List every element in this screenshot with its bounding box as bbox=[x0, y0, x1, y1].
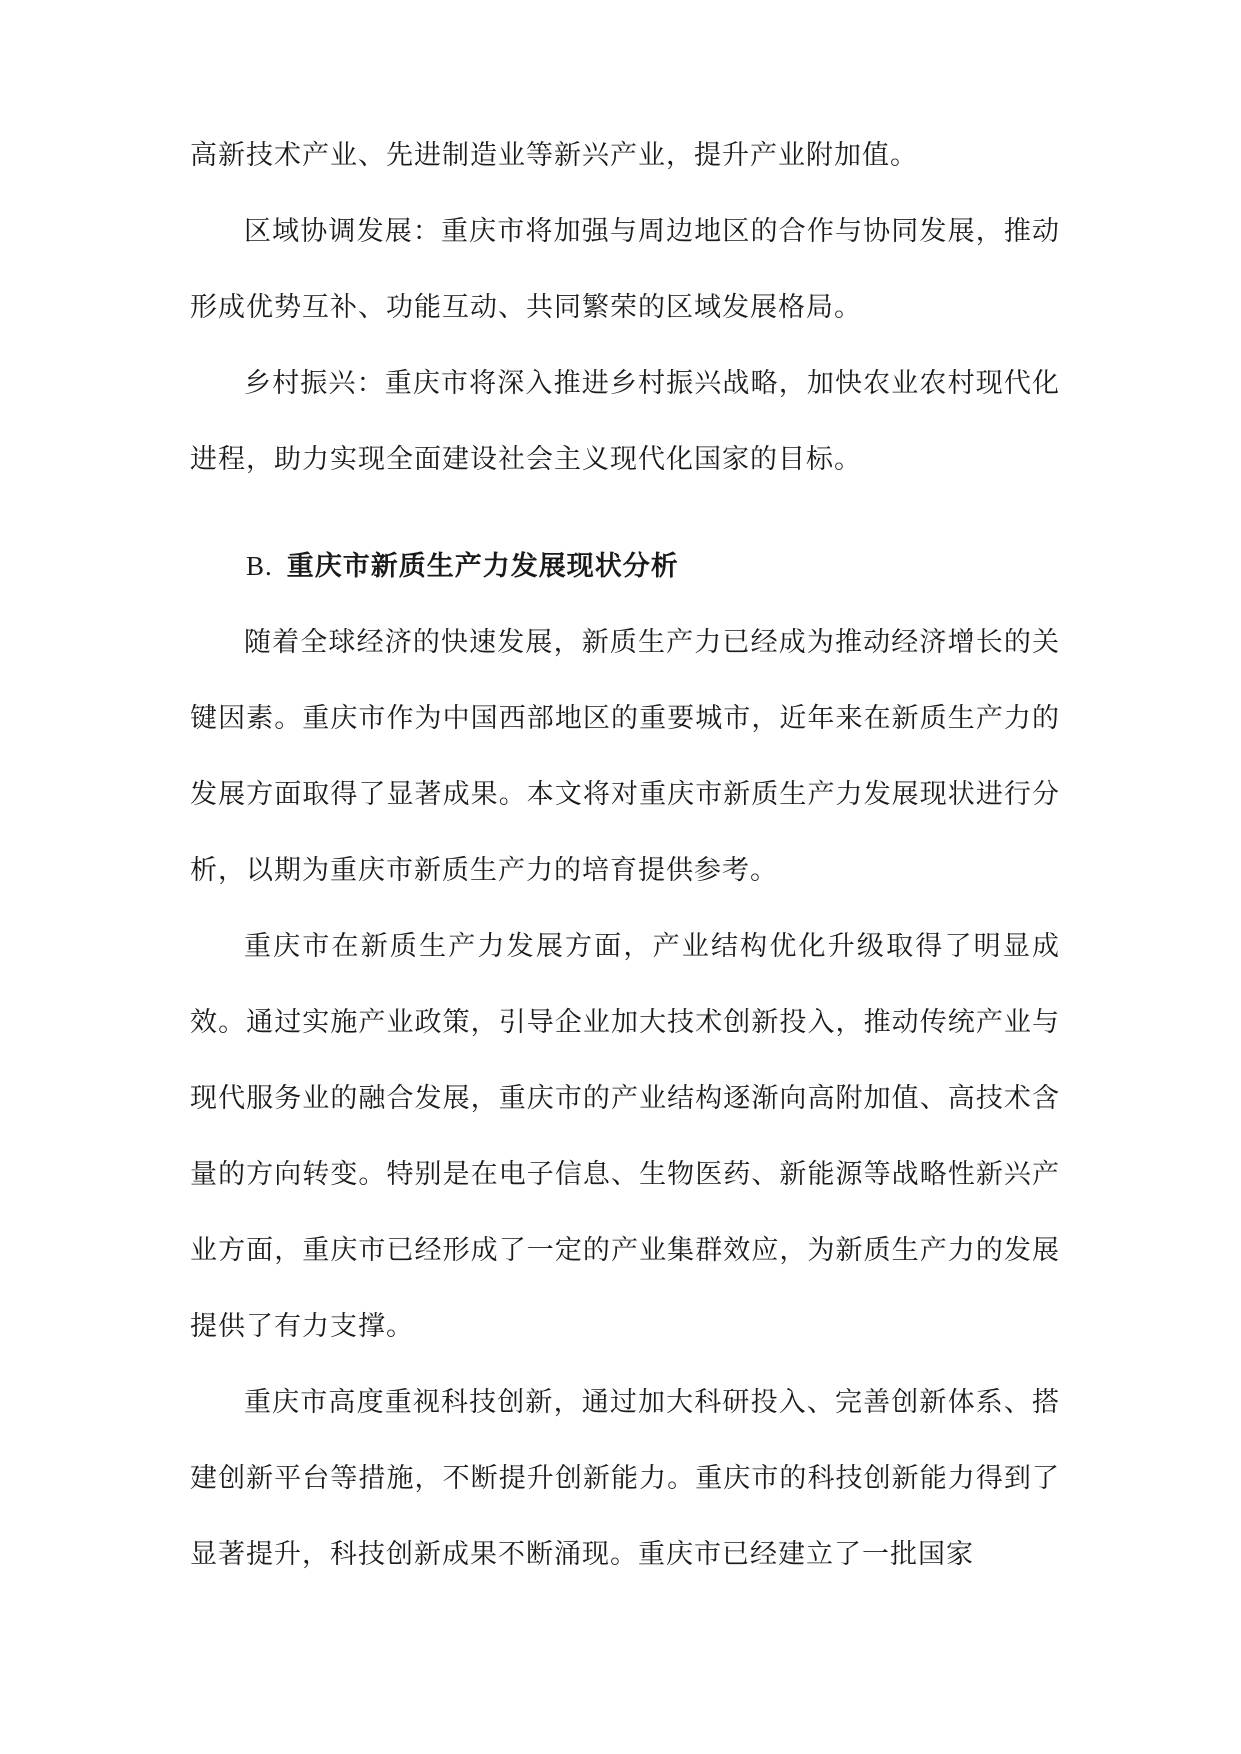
section-number: B. bbox=[246, 551, 273, 581]
paragraph: 重庆市高度重视科技创新，通过加大科研投入、完善创新体系、搭建创新平台等措施，不断提升创新能力。重庆市的科技创新能力得到了显著提升，科技创新成果不断涌现。重庆市已经建立了一批国家 bbox=[190, 1387, 1060, 1570]
paragraph: 重庆市在新质生产力发展方面，产业结构优化升级取得了明显成效。通过实施产业政策，引导企业加大技术创新投入，推动传统产业与现代服务业的融合发展，重庆市的产业结构逐渐向高附加值、高技术含量的方向转变。特别是在电子信息、生物医药、新能源等战略性新兴产业方面，重庆市已经形成了一定的产业集群效应，为新质生产力的发展提供了有力支撑。 bbox=[190, 931, 1060, 1342]
paragraph: 随着全球经济的快速发展，新质生产力已经成为推动经济增长的关键因素。重庆市作为中国西部地区的重要城市，近年来在新质生产力的发展方面取得了显著成果。本文将对重庆市新质生产力发展现状进行分析，以期为重庆市新质生产力的培育提供参考。 bbox=[190, 627, 1060, 886]
paragraph: 高新技术产业、先进制造业等新兴产业，提升产业附加值。 bbox=[190, 140, 918, 171]
section-title: 重庆市新质生产力发展现状分析 bbox=[286, 551, 679, 582]
paragraph: 区域协调发展：重庆市将加强与周边地区的合作与协同发展，推动形成优势互补、功能互动、共同繁荣的区域发展格局。 bbox=[190, 216, 1060, 323]
body-text bbox=[190, 118, 1060, 1593]
section-heading bbox=[190, 528, 1060, 605]
paragraph: 乡村振兴：重庆市将深入推进乡村振兴战略，加快农业农村现代化进程，助力实现全面建设社会主义现代化国家的目标。 bbox=[190, 368, 1060, 475]
